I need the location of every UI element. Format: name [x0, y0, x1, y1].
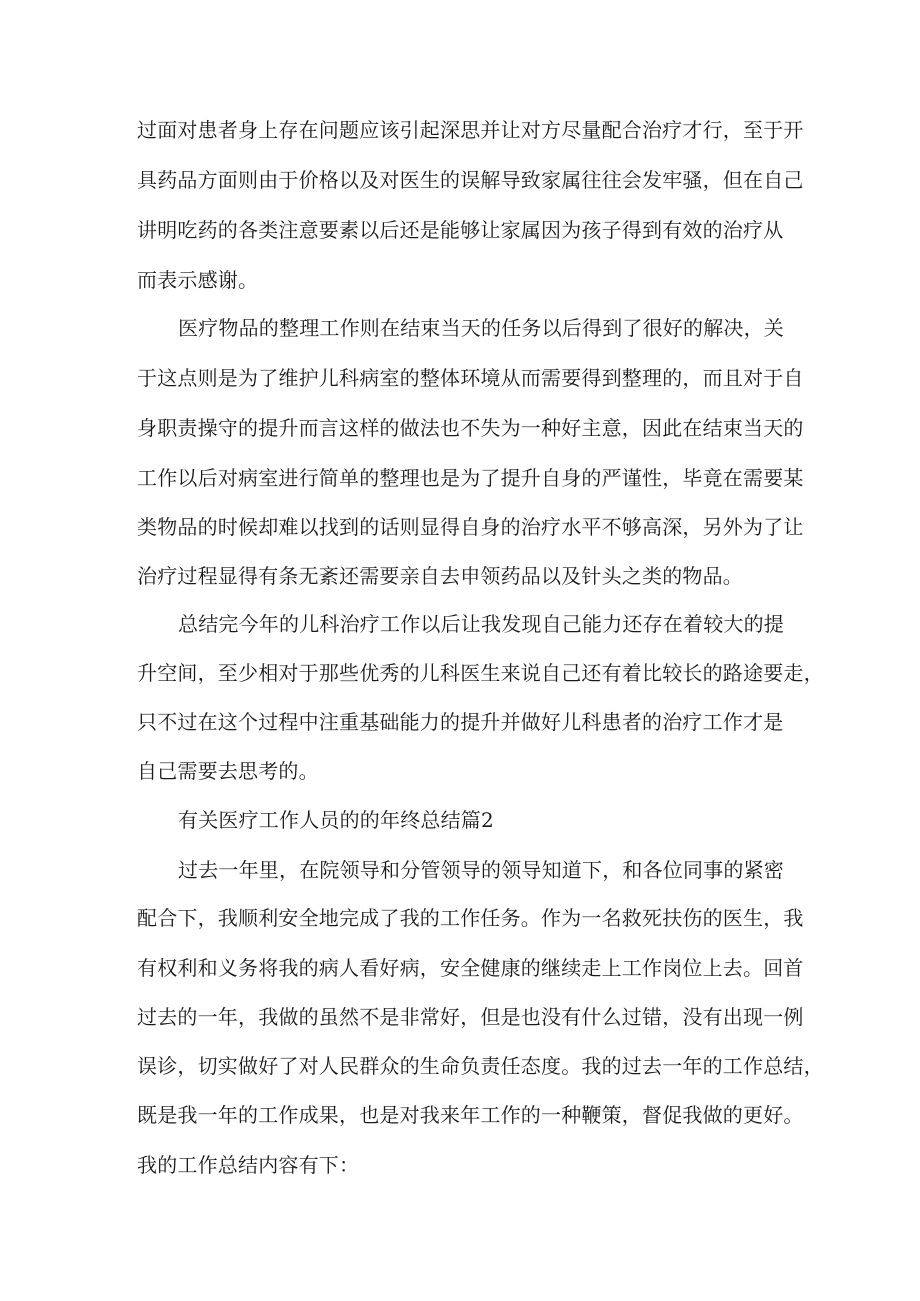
paragraph-3-line-2: 升空间，至少相对于那些优秀的儿科医生来说自己还有着比较长的路途要走，: [137, 661, 824, 685]
paragraph-1-line-4: 而表示感谢。: [137, 268, 259, 292]
paragraph-5-line-2: 配合下，我顺利安全地完成了我的工作任务。作为一名救死扶伤的医生，我: [137, 906, 804, 930]
paragraph-1-line-3: 讲明吃药的各类注意要素以后还是能够让家属因为孩子得到有效的治疗从: [137, 218, 784, 242]
paragraph-1-line-2: 具药品方面则由于价格以及对医生的误解导致家属往往会发牢骚，但在自己: [137, 168, 804, 192]
paragraph-2-line-5: 类物品的时候却难以找到的话则显得自身的治疗水平不够高深，另外为了让: [137, 515, 804, 539]
paragraph-5-line-3: 有权利和义务将我的病人看好病，安全健康的继续走上工作岗位上去。回首: [137, 956, 804, 980]
paragraph-2-line-1: 医疗物品的整理工作则在结束当天的任务以后得到了很好的解决，关: [178, 316, 784, 340]
paragraph-5-line-5: 误诊，切实做好了对人民群众的生命负责任态度。我的过去一年的工作总结，: [137, 1054, 824, 1078]
paragraph-2-line-2: 于这点则是为了维护儿科病室的整体环境从而需要得到整理的，而且对于自: [137, 366, 804, 390]
paragraph-5-line-7: 我的工作总结内容有下：: [137, 1153, 360, 1177]
section-heading: 有关医疗工作人员的的年终总结篇2: [178, 808, 494, 832]
paragraph-2-line-3: 身职责操守的提升而言这样的做法也不失为一种好主意，因此在结束当天的: [137, 416, 804, 440]
paragraph-5-line-6: 既是我一年的工作成果，也是对我来年工作的一种鞭策，督促我做的更好。: [137, 1103, 804, 1127]
paragraph-3-line-3: 只不过在这个过程中注重基础能力的提升并做好儿科患者的治疗工作才是: [137, 710, 784, 734]
paragraph-3-line-1: 总结完今年的儿科治疗工作以后让我发现自己能力还存在着较大的提: [178, 612, 784, 636]
paragraph-5-line-1: 过去一年里，在院领导和分管领导的领导知道下，和各位同事的紧密: [178, 858, 784, 882]
paragraph-3-line-4: 自己需要去思考的。: [137, 759, 319, 783]
paragraph-2-line-4: 工作以后对病室进行简单的整理也是为了提升自身的严谨性，毕竟在需要某: [137, 466, 804, 490]
paragraph-2-line-6: 治疗过程显得有条无紊还需要亲自去申领药品以及针头之类的物品。: [137, 564, 743, 588]
paragraph-1-line-1: 过面对患者身上存在问题应该引起深思并让对方尽量配合治疗才行，至于开: [137, 118, 804, 142]
paragraph-5-line-4: 过去的一年，我做的虽然不是非常好，但是也没有什么过错，没有出现一例: [137, 1005, 804, 1029]
